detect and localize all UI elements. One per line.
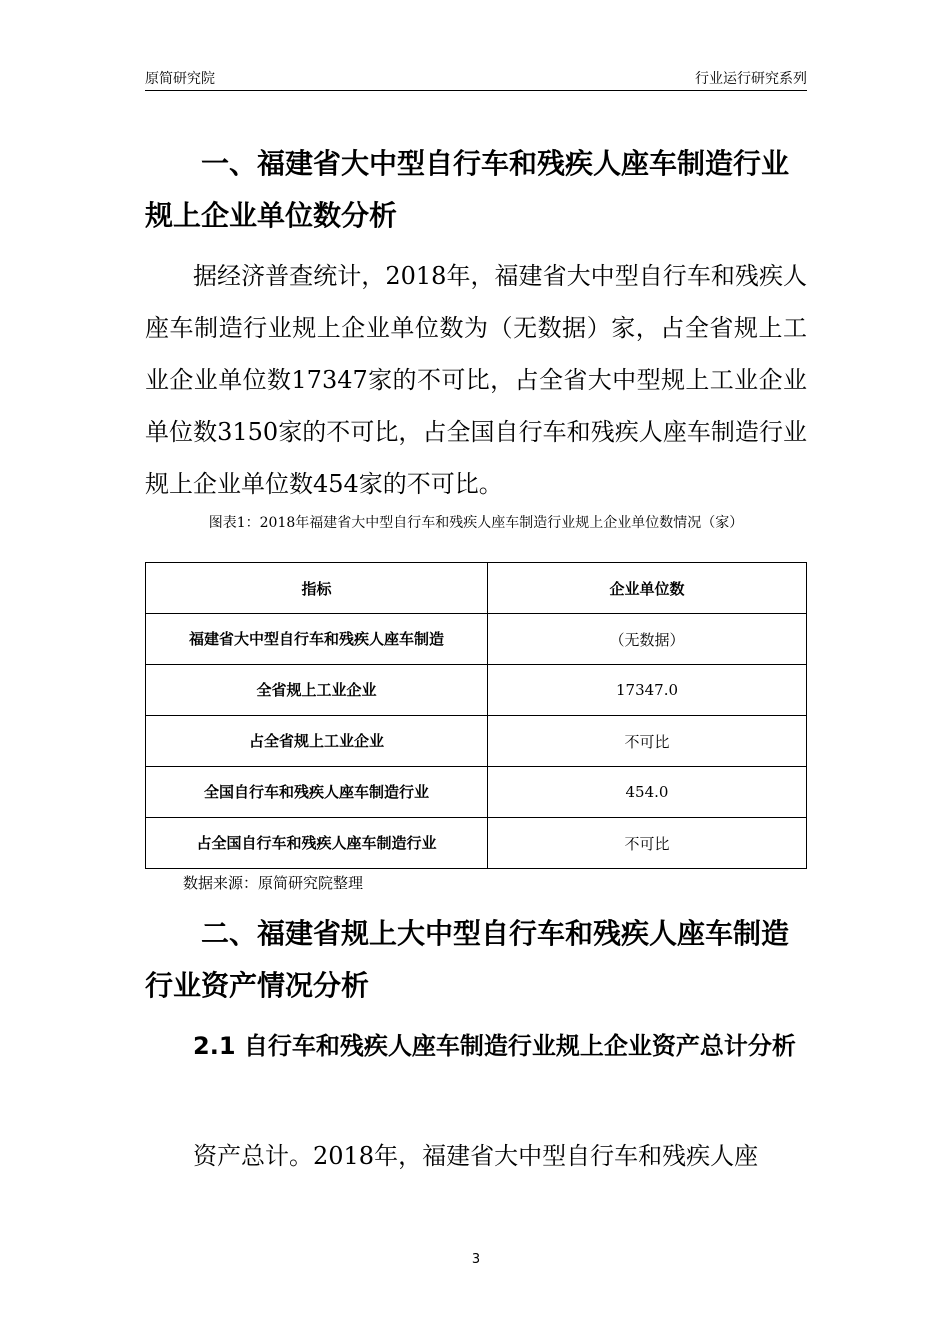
section1-heading: 一、福建省大中型自行车和残疾人座车制造行业规上企业单位数分析 (145, 147, 790, 232)
row-label: 全国自行车和残疾人座车制造行业 (146, 767, 488, 818)
table-row (146, 818, 807, 869)
row-value: 454.0 (488, 767, 807, 818)
header-org-name: 原简研究院 (145, 71, 215, 87)
row-label: 占全省规上工业企业 (146, 716, 488, 767)
data-table (145, 562, 807, 869)
table1-caption: 图表1：2018年福建省大中型自行车和残疾人座车制造行业规上企业单位数情况（家） (208, 515, 744, 531)
row-value: 不可比 (488, 716, 807, 767)
row-value: （无数据） (488, 614, 807, 665)
section2-paragraph: 资产总计。2018年，福建省大中型自行车和残疾人座 (193, 1142, 759, 1170)
row-value: 17347.0 (488, 665, 807, 716)
table-header-row (146, 563, 807, 614)
row-label: 全省规上工业企业 (146, 665, 488, 716)
page-header (145, 68, 807, 91)
section1-paragraph: 据经济普查统计，2018年，福建省大中型自行车和残疾人座车制造行业规上企业单位数为（无数据）家，占全省规上工业企业单位数17347家的不可比，占全省大中型规上工业企业单位数3150家的不可比，占全国自行车和残疾人座车制造行业规上企业单位数454家的不可比。 (145, 262, 807, 498)
table-row (146, 767, 807, 818)
table-row (146, 716, 807, 767)
table-source-note: 数据来源：原简研究院整理 (183, 874, 364, 892)
table-header-cell: 企业单位数 (488, 563, 807, 614)
row-value: 不可比 (488, 818, 807, 869)
table-row (146, 665, 807, 716)
page-number: 3 (471, 1252, 481, 1267)
table-row (146, 614, 807, 665)
table-header-cell: 指标 (146, 563, 488, 614)
header-series-name: 行业运行研究系列 (695, 71, 807, 87)
section2-subheading: 2.1 自行车和残疾人座车制造行业规上企业资产总计分析 (193, 1032, 796, 1060)
section2-heading: 二、福建省规上大中型自行车和残疾人座车制造行业资产情况分析 (145, 917, 790, 1002)
row-label: 福建省大中型自行车和残疾人座车制造 (146, 614, 488, 665)
row-label: 占全国自行车和残疾人座车制造行业 (146, 818, 488, 869)
